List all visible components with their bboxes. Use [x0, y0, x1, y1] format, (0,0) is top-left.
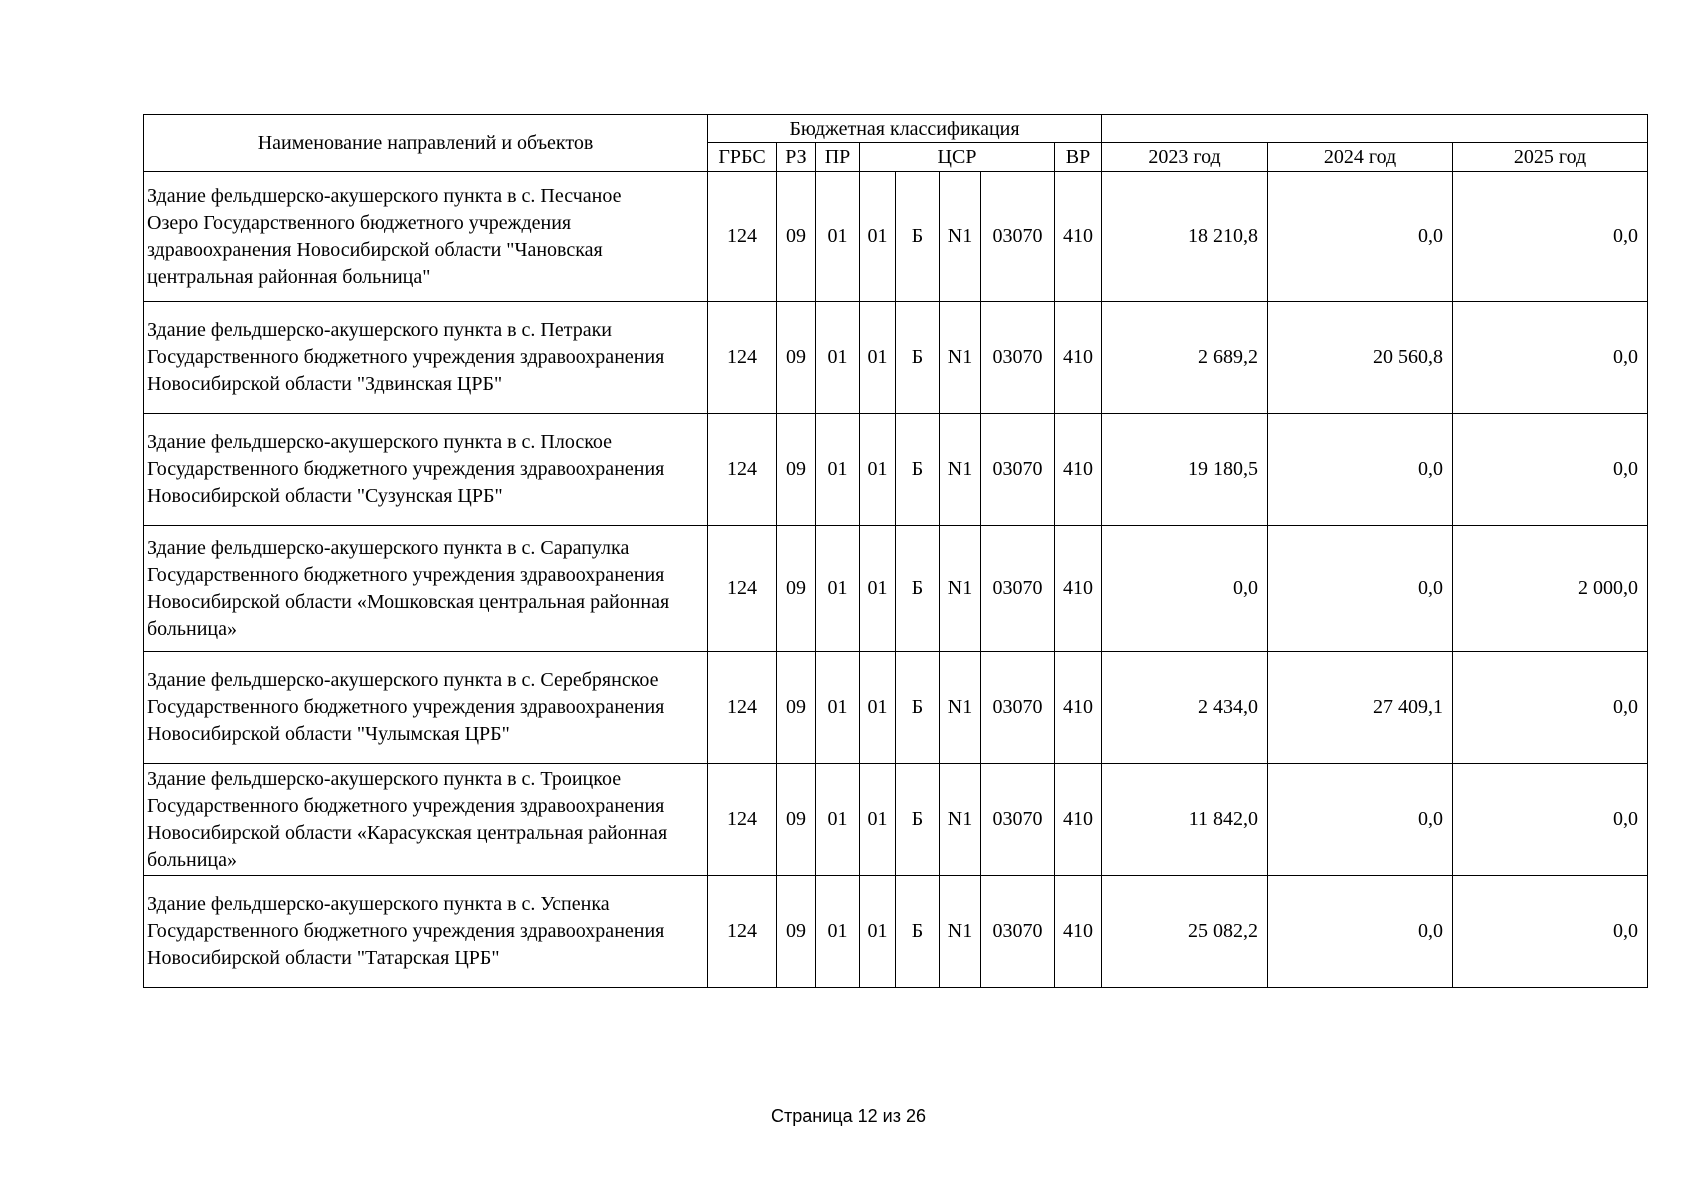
table-row	[144, 414, 1648, 526]
row-pr-cell: 01	[816, 302, 860, 414]
row-csr-part3-cell: N1	[940, 302, 981, 414]
row-2023-amount: 2 434,0	[1102, 652, 1268, 764]
row-csr-part3-cell: N1	[940, 652, 981, 764]
row-grbs-cell: 124	[708, 652, 777, 764]
row-2024-amount: 0,0	[1268, 414, 1453, 526]
row-2023-amount: 18 210,8	[1102, 172, 1268, 302]
row-2023-amount: 19 180,5	[1102, 414, 1268, 526]
row-csr-part1-cell: 01	[860, 764, 896, 876]
row-csr-part3-cell: N1	[940, 414, 981, 526]
row-csr-part2-cell: Б	[896, 172, 940, 302]
row-csr-part1-cell: 01	[860, 414, 896, 526]
row-vr-cell: 410	[1055, 414, 1102, 526]
row-2024-amount: 27 409,1	[1268, 652, 1453, 764]
row-rz-cell: 09	[777, 876, 816, 988]
row-2023-amount: 0,0	[1102, 526, 1268, 652]
header-2024: 2024 год	[1268, 143, 1453, 172]
row-grbs-cell: 124	[708, 302, 777, 414]
row-csr-part1-cell: 01	[860, 652, 896, 764]
table-row	[144, 302, 1648, 414]
row-2025-amount: 2 000,0	[1453, 526, 1648, 652]
row-csr-part4-cell: 03070	[981, 172, 1055, 302]
row-2024-amount: 0,0	[1268, 526, 1453, 652]
row-pr-cell: 01	[816, 652, 860, 764]
row-2024-amount: 0,0	[1268, 764, 1453, 876]
row-2023-amount: 11 842,0	[1102, 764, 1268, 876]
row-csr-part2-cell: Б	[896, 764, 940, 876]
row-csr-part2-cell: Б	[896, 876, 940, 988]
row-name-cell: Здание фельдшерско-акушерского пункта в с. Плоское Государственного бюджетного учреждения здравоохранения Новосибирской области "Сузунская ЦРБ"	[144, 414, 708, 526]
header-row-1	[144, 115, 1648, 143]
header-2025: 2025 год	[1453, 143, 1648, 172]
header-2023: 2023 год	[1102, 143, 1268, 172]
table-row	[144, 172, 1648, 302]
header-grbs: ГРБС	[708, 143, 777, 172]
row-2025-amount: 0,0	[1453, 876, 1648, 988]
row-2023-amount: 2 689,2	[1102, 302, 1268, 414]
row-csr-part4-cell: 03070	[981, 652, 1055, 764]
row-name-cell: Здание фельдшерско-акушерского пункта в с. Успенка Государственного бюджетного учреждения здравоохранения Новосибирской области "Татарская ЦРБ"	[144, 876, 708, 988]
row-rz-cell: 09	[777, 764, 816, 876]
row-name-cell: Здание фельдшерско-акушерского пункта в с. Троицкое Государственного бюджетного учреждения здравоохранения Новосибирской области «Карасукская центральная районная больница»	[144, 764, 708, 876]
header-vr: ВР	[1055, 143, 1102, 172]
header-rz: РЗ	[777, 143, 816, 172]
row-grbs-cell: 124	[708, 526, 777, 652]
row-2023-amount: 25 082,2	[1102, 876, 1268, 988]
row-vr-cell: 410	[1055, 764, 1102, 876]
budget-table	[143, 114, 1648, 988]
table-row	[144, 764, 1648, 876]
row-rz-cell: 09	[777, 526, 816, 652]
row-pr-cell: 01	[816, 414, 860, 526]
row-grbs-cell: 124	[708, 172, 777, 302]
row-grbs-cell: 124	[708, 764, 777, 876]
row-csr-part1-cell: 01	[860, 172, 896, 302]
row-name-cell: Здание фельдшерско-акушерского пункта в с. Песчаное Озеро Государственного бюджетного учреждения здравоохранения Новосибирской области "Чановская центральная районная больница"	[144, 172, 708, 302]
row-2024-amount: 0,0	[1268, 172, 1453, 302]
row-csr-part4-cell: 03070	[981, 876, 1055, 988]
table-row	[144, 526, 1648, 652]
table-row	[144, 876, 1648, 988]
row-vr-cell: 410	[1055, 302, 1102, 414]
row-rz-cell: 09	[777, 652, 816, 764]
row-rz-cell: 09	[777, 172, 816, 302]
row-vr-cell: 410	[1055, 652, 1102, 764]
row-pr-cell: 01	[816, 526, 860, 652]
row-2025-amount: 0,0	[1453, 414, 1648, 526]
row-2024-amount: 0,0	[1268, 876, 1453, 988]
row-name-cell: Здание фельдшерско-акушерского пункта в с. Сарапулка Государственного бюджетного учреждения здравоохранения Новосибирской области «Мошковская центральная районная больница»	[144, 526, 708, 652]
row-csr-part2-cell: Б	[896, 414, 940, 526]
header-name-cell: Наименование направлений и объектов	[144, 115, 708, 172]
row-csr-part4-cell: 03070	[981, 526, 1055, 652]
row-grbs-cell: 124	[708, 414, 777, 526]
header-budget-classification: Бюджетная классификация	[708, 115, 1102, 143]
row-2025-amount: 0,0	[1453, 652, 1648, 764]
row-csr-part3-cell: N1	[940, 764, 981, 876]
table-row	[144, 652, 1648, 764]
row-csr-part2-cell: Б	[896, 526, 940, 652]
row-csr-part3-cell: N1	[940, 876, 981, 988]
row-csr-part4-cell: 03070	[981, 764, 1055, 876]
row-2025-amount: 0,0	[1453, 764, 1648, 876]
row-name-cell: Здание фельдшерско-акушерского пункта в с. Петраки Государственного бюджетного учреждения здравоохранения Новосибирской области "Здвинская ЦРБ"	[144, 302, 708, 414]
row-pr-cell: 01	[816, 172, 860, 302]
row-vr-cell: 410	[1055, 876, 1102, 988]
row-csr-part1-cell: 01	[860, 302, 896, 414]
row-name-cell: Здание фельдшерско-акушерского пункта в с. Серебрянское Государственного бюджетного учреждения здравоохранения Новосибирской области "Чулымская ЦРБ"	[144, 652, 708, 764]
row-csr-part3-cell: N1	[940, 526, 981, 652]
page-number-footer: Страница 12 из 26	[771, 1106, 926, 1126]
row-2025-amount: 0,0	[1453, 302, 1648, 414]
row-rz-cell: 09	[777, 414, 816, 526]
row-csr-part2-cell: Б	[896, 302, 940, 414]
row-2025-amount: 0,0	[1453, 172, 1648, 302]
row-2024-amount: 20 560,8	[1268, 302, 1453, 414]
row-grbs-cell: 124	[708, 876, 777, 988]
row-pr-cell: 01	[816, 876, 860, 988]
row-csr-part1-cell: 01	[860, 876, 896, 988]
row-pr-cell: 01	[816, 764, 860, 876]
row-csr-part3-cell: N1	[940, 172, 981, 302]
header-years-group	[1102, 115, 1648, 143]
row-rz-cell: 09	[777, 302, 816, 414]
row-csr-part4-cell: 03070	[981, 302, 1055, 414]
row-vr-cell: 410	[1055, 526, 1102, 652]
header-pr: ПР	[816, 143, 860, 172]
row-vr-cell: 410	[1055, 172, 1102, 302]
row-csr-part1-cell: 01	[860, 526, 896, 652]
header-csr: ЦСР	[860, 143, 1055, 172]
row-csr-part2-cell: Б	[896, 652, 940, 764]
budget-sheet	[143, 114, 1648, 988]
row-csr-part4-cell: 03070	[981, 414, 1055, 526]
